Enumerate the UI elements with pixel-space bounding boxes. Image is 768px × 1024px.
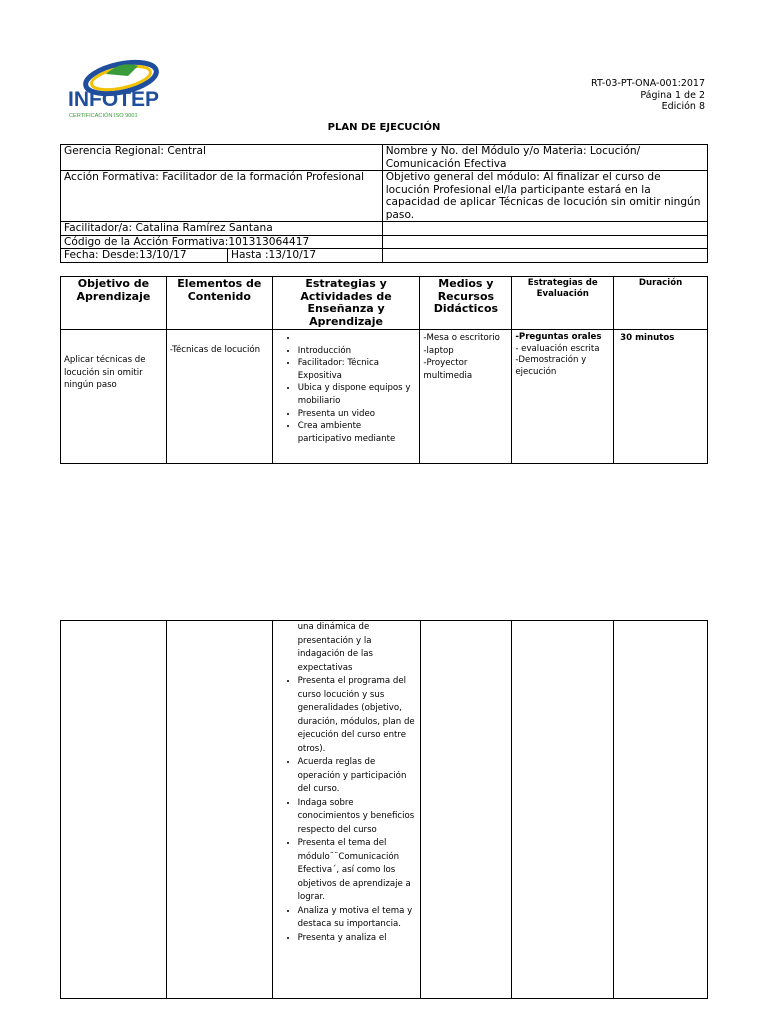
infotep-logo: [66, 56, 166, 122]
list-item: • Introducción: [298, 345, 417, 358]
edition: Edición 8: [661, 101, 705, 112]
col-header: Estrategias y Actividades de Enseñanza y Aprendizaje: [272, 277, 420, 330]
fecha-hasta: Hasta :13/10/17: [231, 249, 317, 261]
table-row: [61, 145, 708, 171]
empty-cell: [614, 621, 708, 999]
document-header: [591, 78, 705, 113]
list-item: • Presenta el tema del módulo¨¨Comunicación Efectiva´, así como los objetivos de aprendizaje a lograr.: [298, 837, 417, 905]
evaluacion-cell: [512, 330, 614, 464]
estrategias-cell: [272, 621, 420, 999]
fecha-desde: Fecha: Desde:13/10/17: [61, 249, 228, 262]
accion-cell: Acción Formativa: Facilitador de la formación Profesional: [61, 171, 383, 222]
empty-cell: [166, 621, 272, 999]
col-header: Objetivo de Aprendizaje: [61, 277, 167, 330]
codigo-cell: Código de la Acción Formativa:101313064417: [61, 235, 383, 249]
objetivo-cell: Aplicar técnicas de locución sin omitir ningún paso: [61, 330, 167, 464]
table-row: [61, 249, 708, 263]
empty-cell: [382, 235, 707, 249]
empty-cell: [512, 621, 614, 999]
list-item: -Mesa o escritorio: [423, 333, 500, 343]
fecha-cell: [61, 249, 383, 263]
col-header: Duración: [614, 277, 708, 330]
svg-text:INFOTEP: INFOTEP: [68, 88, 160, 111]
estrategias-cell: [272, 330, 420, 464]
estrategias-list: [276, 675, 417, 945]
empty-cell: [61, 621, 167, 999]
facilitador-cell: Facilitador/a: Catalina Ramírez Santana: [61, 222, 383, 236]
table-row: [61, 222, 708, 236]
page-number: Página 1 de 2: [640, 89, 705, 101]
page-title: PLAN DE EJECUCIÓN: [327, 122, 441, 133]
plan-table: [60, 276, 708, 464]
list-item: • Presenta un video: [298, 408, 417, 421]
list-item: -Preguntas orales: [515, 332, 602, 342]
list-item: • Ubica y dispone equipos y mobiliario: [298, 382, 417, 407]
table-header-row: [61, 277, 708, 330]
list-item: - evaluación escrita: [515, 343, 600, 354]
empty-cell: [382, 249, 707, 263]
list-item: • Indaga sobre conocimientos y beneficios respecto del curso: [298, 797, 417, 838]
table-row: [61, 171, 708, 222]
list-item: -laptop: [423, 345, 454, 356]
list-item: • Crea ambiente participativo mediante: [298, 420, 417, 445]
list-item: • Presenta y analiza el: [298, 932, 417, 946]
elementos-cell: -Técnicas de locución: [166, 330, 272, 464]
empty-cell: [420, 621, 512, 999]
list-item: • Acuerda reglas de operación y participación del curso.: [298, 756, 417, 797]
table-row: [61, 330, 708, 464]
col-header: Elementos de Contenido: [166, 277, 272, 330]
info-table: [60, 144, 708, 263]
document-code: RT-03-PT-ONA-001:2017: [591, 78, 705, 89]
estrategias-list: [276, 332, 417, 445]
gerencia-cell: Gerencia Regional: Central: [61, 145, 383, 171]
col-header: Medios y Recursos Didácticos: [420, 277, 512, 330]
medios-cell: [420, 330, 512, 464]
list-item: • Facilitador: Técnica Expositiva: [298, 357, 417, 382]
continuation-text: una dinámica de presentación y la indagación de las expectativas: [297, 622, 373, 673]
list-item: -Proyector multimedia: [423, 358, 473, 381]
table-row: [61, 235, 708, 249]
objetivo-general-cell: Objetivo general del módulo: Al finalizar el curso de locución Profesional el/la participante estará en la capacidad de aplicar Técnicas de locución sin omitir ningún paso.: [382, 171, 707, 222]
col-header: Estrategias de Evaluación: [512, 277, 614, 330]
table-row: [61, 621, 708, 999]
modulo-cell: Nombre y No. del Módulo y/o Materia: Locución/ Comunicación Efectiva: [382, 145, 707, 171]
list-item: [298, 332, 417, 345]
list-item: -Demostración y ejecución: [515, 355, 587, 377]
plan-table-continued: [60, 620, 708, 999]
list-item: • Analiza y motiva el tema y destaca su importancia.: [298, 905, 417, 932]
svg-text:CERTIFICACIÓN ISO 9001: CERTIFICACIÓN ISO 9001: [69, 113, 138, 119]
list-item: • Presenta el programa del curso locución y sus generalidades (objetivo, duración, módulos, plan de ejecución del curso entre otros).: [298, 675, 417, 756]
empty-cell: [382, 222, 707, 236]
duracion-cell: 30 minutos: [614, 330, 708, 464]
